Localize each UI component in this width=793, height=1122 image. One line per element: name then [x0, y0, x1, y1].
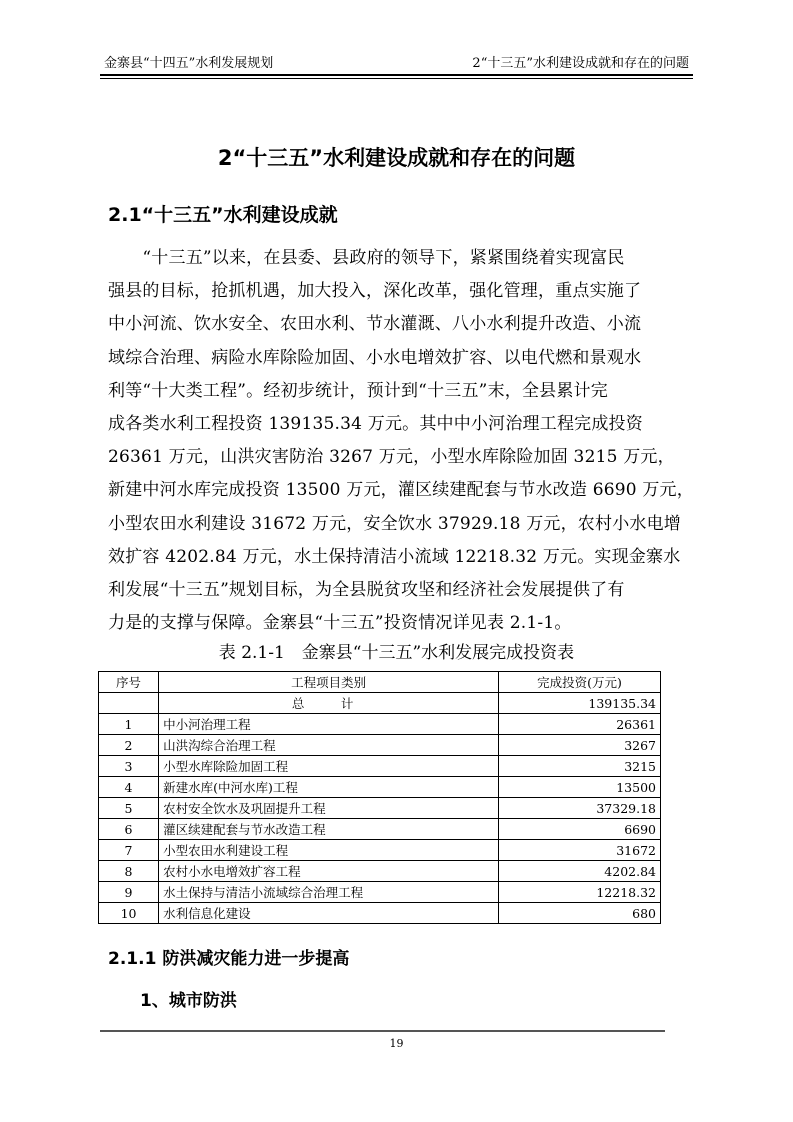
row-investment: 4202.84 — [499, 861, 661, 882]
paragraph-line: “十三五”以来，在县委、县政府的领导下，紧紧围绕着实现富民 — [108, 248, 625, 268]
table-total-row — [99, 693, 661, 714]
row-number: 1 — [99, 714, 159, 735]
row-category: 山洪沟综合治理工程 — [159, 735, 499, 756]
table-caption: 表 2.1-1 金寨县“十三五”水利发展完成投资表 — [218, 643, 575, 663]
subsection-title: 2.1.1 防洪减灾能力进一步提高 — [108, 949, 350, 969]
table-header-row — [99, 672, 661, 693]
row-investment: 31672 — [499, 840, 661, 861]
row-number: 7 — [99, 840, 159, 861]
row-investment: 37329.18 — [499, 798, 661, 819]
header-chapter-title: 2“十三五”水利建设成就和存在的问题 — [472, 56, 689, 71]
row-investment: 680 — [499, 903, 661, 924]
row-category: 水土保持与清洁小流域综合治理工程 — [159, 882, 499, 903]
total-value-cell: 139135.34 — [499, 693, 661, 714]
row-category: 小型水库除险加固工程 — [159, 756, 499, 777]
body-paragraph — [108, 242, 694, 640]
row-category: 新建水库(中河水库)工程 — [159, 777, 499, 798]
paragraph-line: 成各类水利工程投资 139135.34 万元。其中中小河治理工程完成投资 — [108, 414, 643, 435]
table-row — [99, 777, 661, 798]
paragraph-line: 小型农田水利建设 31672 万元，安全饮水 37929.18 万元，农村小水电增 — [108, 513, 682, 534]
table-row — [99, 714, 661, 735]
row-number: 2 — [99, 735, 159, 756]
row-category: 农村小水电增效扩容工程 — [159, 861, 499, 882]
footer-divider — [100, 1030, 665, 1032]
table-row — [99, 882, 661, 903]
row-category: 中小河治理工程 — [159, 714, 499, 735]
row-number: 4 — [99, 777, 159, 798]
row-investment: 3215 — [499, 756, 661, 777]
row-number: 3 — [99, 756, 159, 777]
paragraph-line: 26361 万元，山洪灾害防治 3267 万元，小型水库除险加固 3215 万元， — [108, 447, 675, 468]
row-investment: 12218.32 — [499, 882, 661, 903]
table-row — [99, 798, 661, 819]
header-divider — [100, 74, 693, 76]
row-category: 水利信息化建设 — [159, 903, 499, 924]
paragraph-line: 力是的支撑与保障。金寨县“十三五”投资情况详见表 2.1-1。 — [108, 613, 572, 634]
row-investment: 26361 — [499, 714, 661, 735]
investment-table — [98, 671, 661, 924]
row-investment: 3267 — [499, 735, 661, 756]
table-row — [99, 756, 661, 777]
row-investment: 13500 — [499, 777, 661, 798]
paragraph-line: 域综合治理、病险水库除险加固、小水电增效扩容、以电代燃和景观水 — [108, 347, 642, 368]
table-row — [99, 735, 661, 756]
row-category: 小型农田水利建设工程 — [159, 840, 499, 861]
total-label-cell: 总 计 — [159, 693, 499, 714]
row-number: 5 — [99, 798, 159, 819]
page-number: 19 — [389, 1037, 404, 1050]
table-row — [99, 903, 661, 924]
table-row — [99, 861, 661, 882]
paragraph-line: 新建中河水库完成投资 13500 万元，灌区续建配套与节水改造 6690 万元， — [108, 480, 694, 501]
section-title: 2.1“十三五”水利建设成就 — [108, 204, 338, 226]
header-divider-thin — [100, 78, 693, 79]
row-category: 农村安全饮水及巩固提升工程 — [159, 798, 499, 819]
paragraph-line: 利等“十大类工程”。经初步统计，预计到“十三五”末，全县累计完 — [108, 380, 608, 401]
row-number: 8 — [99, 861, 159, 882]
row-category: 灌区续建配套与节水改造工程 — [159, 819, 499, 840]
chapter-title: 2“十三五”水利建设成就和存在的问题 — [217, 146, 576, 170]
column-header-category: 工程项目类别 — [159, 672, 499, 693]
header-document-title: 金寨县“十四五”水利发展规划 — [104, 56, 274, 71]
item-title: 1、城市防洪 — [140, 991, 237, 1011]
table-row — [99, 819, 661, 840]
paragraph-line: 强县的目标，抢抓机遇，加大投入，深化改革，强化管理，重点实施了 — [108, 281, 642, 302]
paragraph-line: 利发展“十三五”规划目标，为全县脱贫攻坚和经济社会发展提供了有 — [108, 580, 625, 601]
paragraph-line: 中小河流、饮水安全、农田水利、节水灌溉、八小水利提升改造、小流 — [108, 314, 642, 335]
column-header-number: 序号 — [99, 672, 159, 693]
column-header-investment: 完成投资(万元) — [499, 672, 661, 693]
row-number: 10 — [99, 903, 159, 924]
row-investment: 6690 — [499, 819, 661, 840]
paragraph-line: 效扩容 4202.84 万元，水土保持清洁小流域 12218.32 万元。实现金寨水 — [108, 546, 681, 567]
total-number-cell — [99, 693, 159, 714]
page-header — [100, 50, 693, 72]
row-number: 9 — [99, 882, 159, 903]
table-row — [99, 840, 661, 861]
row-number: 6 — [99, 819, 159, 840]
